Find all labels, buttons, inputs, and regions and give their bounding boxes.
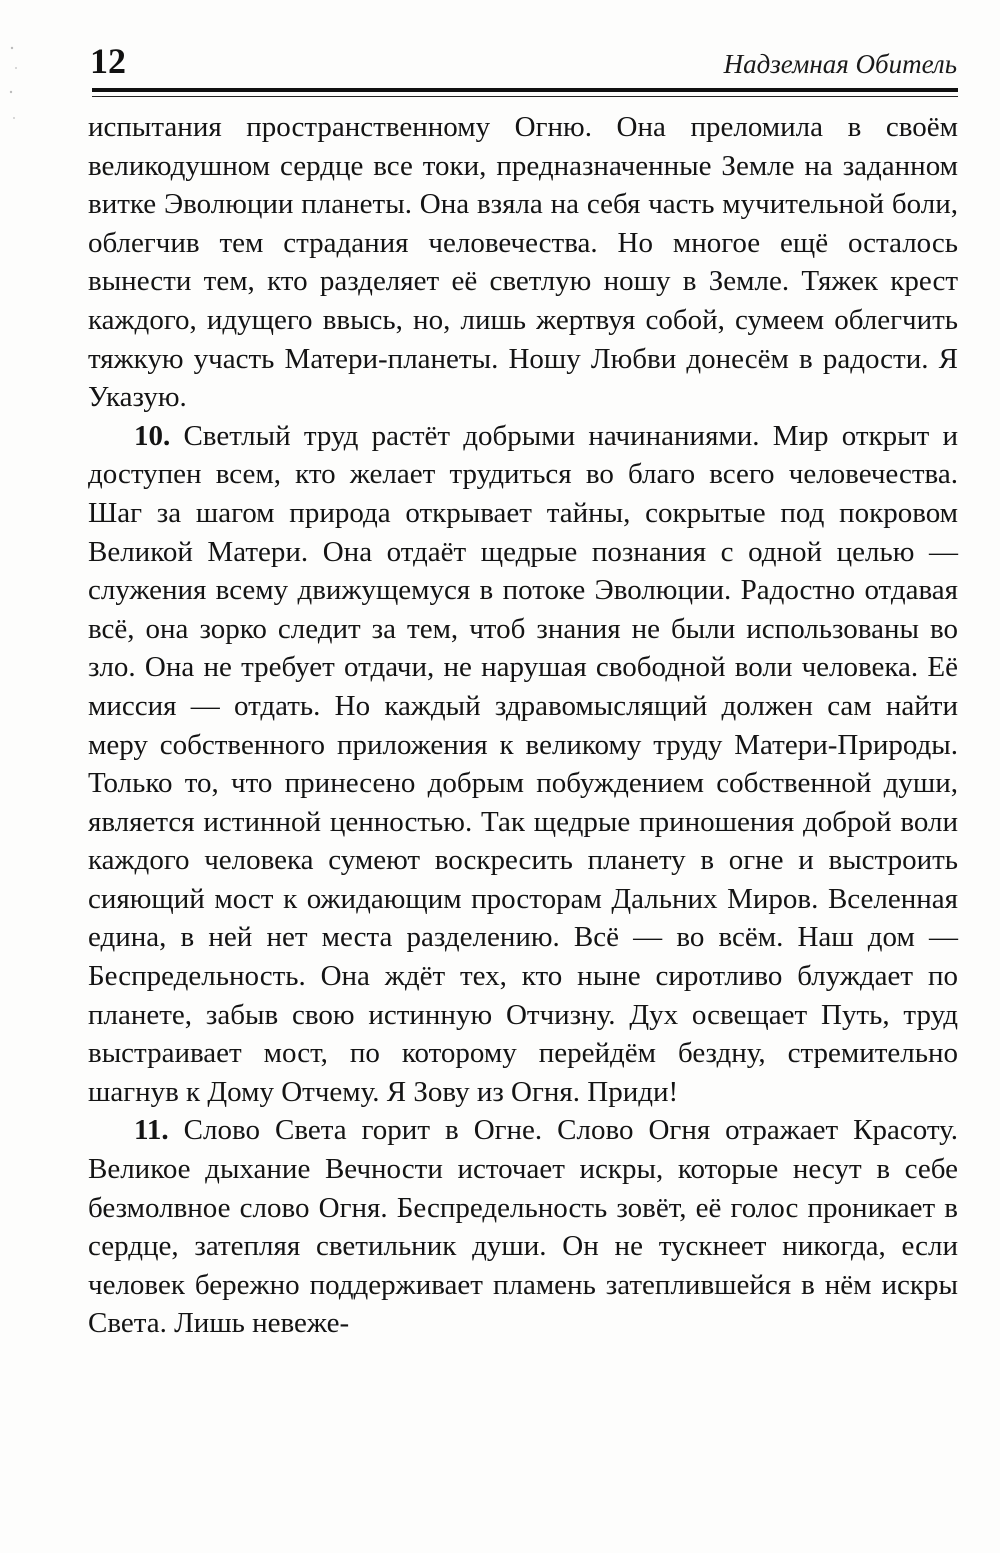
- scan-edge-marks: [6, 40, 26, 160]
- paragraph-11: [88, 1111, 958, 1343]
- header-rule-thin: [92, 96, 958, 97]
- paragraph-number: 10.: [134, 419, 171, 452]
- running-head: [85, 36, 957, 86]
- body-text: [88, 108, 958, 1343]
- paragraph-text: испытания пространственному Огню. Она преломила в своём великодушном сердце все токи, предназначенные Земле на заданном витке Эволюции планеты. Она взяла на себя часть мучительной боли, облегчив тем страдания человечества. Но многое ещё осталось вынести тем, кто разделяет её светлую ношу в Земле. Тяжек крест каждого, идущего ввысь, но, лишь жертвуя собой, сумеем облегчить тяжкую участь Матери-планеты. Ношу Любви донесём в радости. Я Указую.: [88, 111, 958, 414]
- paragraph-number: 11.: [134, 1114, 169, 1147]
- page-number: 12: [90, 41, 126, 81]
- header-rule-thick: [92, 88, 958, 92]
- running-title: Надземная Обитель: [723, 49, 957, 79]
- paragraph-text: Слово Света горит в Огне. Слово Огня отражает Красоту. Великое дыхание Вечности источает искры, которые несут в себе безмолвное слово Огня. Беспредельность зовёт, её голос проникает в сердце, затепляя светильник души. Он не тускнеет никогда, если человек бережно поддерживает пламень затеплившейся в нём искры Света. Лишь невеже-: [88, 1114, 958, 1340]
- paragraph-continuation: [88, 108, 958, 417]
- paragraph-10: [88, 417, 958, 1112]
- paragraph-text: Светлый труд растёт добрыми начинаниями. Мир открыт и доступен всем, кто желает трудиться во благо всего человечества. Шаг за шагом природа открывает тайны, сокрытые под покровом Великой Матери. Она отдаёт щедрые познания с одной целью — служения всему движущемуся в потоке Эволюции. Радостно отдавая всё, она зорко следит за тем, чтоб знания не были использованы во зло. Она не требует отдачи, не нарушая свободной воли человека. Её миссия — отдать. Но каждый здравомыслящий должен сам найти меру собственного приложения к великому труду Матери-Природы. Только то, что принесено добрым побуждением собственной души, является истинной ценностью. Так щедрые приношения доброй воли каждого человека сумеют воскресить планету в огне и выстроить сияющий мост к ожидающим просторам Дальних Миров. Вселенная едина, в ней нет места разделению. Всё — во всём. Наш дом — Беспредельность. Она ждёт тех, кто ныне сиротливо блуждает по планете, забыв свою истинную Отчизну. Дух освещает Путь, труд выстраивает мост, по которому перейдём бездну, стремительно шагнув к Дому Отчему. Я Зову из Огня. Приди!: [88, 419, 958, 1108]
